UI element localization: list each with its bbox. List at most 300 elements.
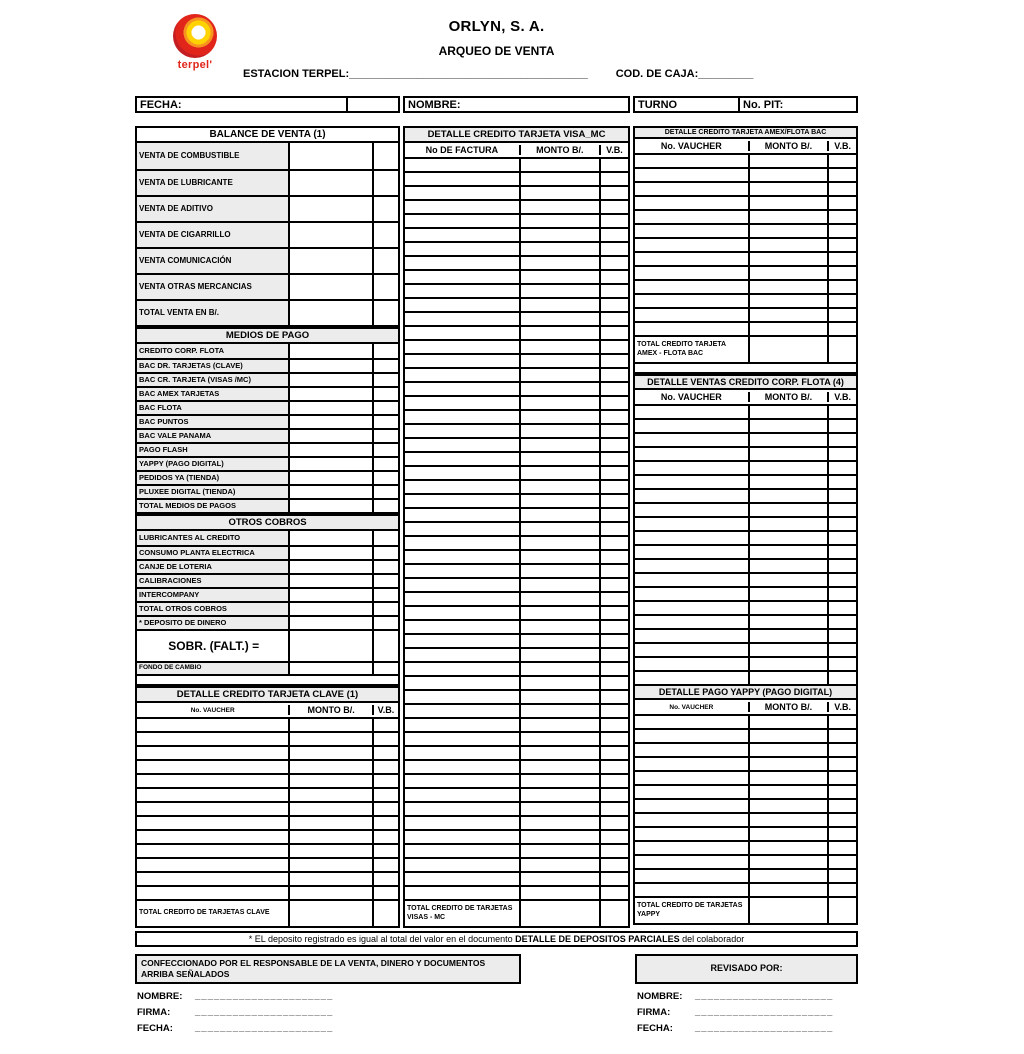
table-row xyxy=(635,516,856,530)
fecha-box xyxy=(135,96,400,113)
monto-cell xyxy=(519,215,599,227)
corp-flota-table xyxy=(633,374,858,686)
middle-column xyxy=(403,126,630,928)
table-row xyxy=(635,784,856,798)
monto-cell xyxy=(288,887,372,899)
table-row xyxy=(137,759,398,773)
vb-cell xyxy=(827,546,856,558)
monto-cell xyxy=(519,369,599,381)
sobr-value-cell xyxy=(288,631,372,661)
monto-cell xyxy=(519,663,599,675)
table-row xyxy=(405,255,628,269)
vb-cell xyxy=(599,649,628,661)
voucher-cell xyxy=(635,309,748,321)
table-row xyxy=(405,367,628,381)
voucher-cell xyxy=(405,425,519,437)
table-row xyxy=(635,293,856,307)
medios-table xyxy=(135,344,400,514)
fondo-label: FONDO DE CAMBIO xyxy=(137,663,288,674)
monto-cell xyxy=(519,509,599,521)
monto-cell xyxy=(748,183,828,195)
table-row xyxy=(137,221,398,247)
voucher-cell xyxy=(635,532,748,544)
row-label: BAC PUNTOS xyxy=(137,416,288,428)
vb-cell xyxy=(372,761,398,773)
voucher-cell xyxy=(635,602,748,614)
value-cell xyxy=(288,589,372,601)
vb-cell xyxy=(599,705,628,717)
table-row xyxy=(405,731,628,745)
table-row xyxy=(635,558,856,572)
vb-cell xyxy=(372,430,398,442)
vb-cell xyxy=(599,383,628,395)
voucher-cell xyxy=(405,495,519,507)
vb-cell xyxy=(827,658,856,670)
total-value-cell xyxy=(519,901,599,926)
column-header: V.B. xyxy=(827,702,856,712)
monto-cell xyxy=(748,323,828,335)
vb-cell xyxy=(599,327,628,339)
monto-cell xyxy=(519,383,599,395)
voucher-cell xyxy=(137,845,288,857)
vb-cell xyxy=(599,663,628,675)
voucher-cell xyxy=(635,772,748,784)
monto-cell xyxy=(748,406,828,418)
table-row xyxy=(405,479,628,493)
blank-line: ______________________ xyxy=(195,1007,334,1018)
table-row xyxy=(635,460,856,474)
voucher-cell xyxy=(405,341,519,353)
voucher-cell xyxy=(405,201,519,213)
value-cell xyxy=(288,561,372,573)
fondo-vb-cell xyxy=(372,663,398,674)
voucher-cell xyxy=(635,786,748,798)
column-header: MONTO B/. xyxy=(519,145,599,155)
voucher-cell xyxy=(635,169,748,181)
table-row xyxy=(137,829,398,843)
table-row xyxy=(635,488,856,502)
value-cell xyxy=(288,402,372,414)
vb-cell xyxy=(827,602,856,614)
monto-cell xyxy=(748,574,828,586)
voucher-cell xyxy=(635,574,748,586)
monto-cell xyxy=(748,602,828,614)
table-row xyxy=(137,344,398,358)
vb-cell xyxy=(827,814,856,826)
vb-cell xyxy=(827,309,856,321)
vb-cell xyxy=(372,845,398,857)
table-row xyxy=(405,297,628,311)
monto-cell xyxy=(748,560,828,572)
monto-cell xyxy=(519,285,599,297)
table-row xyxy=(405,675,628,689)
vb-cell xyxy=(372,301,398,325)
voucher-cell xyxy=(635,672,748,684)
voucher-cell xyxy=(635,490,748,502)
value-cell xyxy=(288,344,372,358)
monto-cell xyxy=(519,635,599,647)
table-row xyxy=(635,868,856,882)
table-row xyxy=(405,787,628,801)
table-row xyxy=(405,703,628,717)
table-row xyxy=(405,213,628,227)
vb-cell xyxy=(599,621,628,633)
table-row xyxy=(635,544,856,558)
column-header: MONTO B/. xyxy=(748,702,828,712)
monto-cell xyxy=(748,658,828,670)
vb-cell xyxy=(372,500,398,512)
column-header: No. VAUCHER xyxy=(660,392,722,402)
monto-cell xyxy=(288,873,372,885)
balance-title: BALANCE DE VENTA (1) xyxy=(135,126,400,143)
value-cell xyxy=(288,197,372,221)
monto-cell xyxy=(519,677,599,689)
table-row xyxy=(405,577,628,591)
field-label: FIRMA: xyxy=(637,1007,671,1018)
vb-cell xyxy=(827,870,856,882)
voucher-cell xyxy=(137,873,288,885)
value-cell xyxy=(288,444,372,456)
voucher-cell xyxy=(405,439,519,451)
table-row xyxy=(405,465,628,479)
table-row xyxy=(137,386,398,400)
voucher-cell xyxy=(405,789,519,801)
voucher-cell xyxy=(405,257,519,269)
vb-cell xyxy=(827,672,856,684)
table-row xyxy=(635,854,856,868)
table-row xyxy=(405,283,628,297)
vb-cell xyxy=(827,800,856,812)
monto-cell xyxy=(519,411,599,423)
field-label: FECHA: xyxy=(137,1023,173,1034)
voucher-cell xyxy=(137,887,288,899)
vb-cell xyxy=(827,630,856,642)
right-column xyxy=(633,126,858,925)
table-row xyxy=(635,756,856,770)
monto-cell xyxy=(288,845,372,857)
vb-cell xyxy=(599,607,628,619)
monto-cell xyxy=(519,537,599,549)
vb-cell xyxy=(599,803,628,815)
monto-cell xyxy=(748,225,828,237)
voucher-cell xyxy=(405,887,519,899)
sobr-label: SOBR. (FALT.) = xyxy=(137,631,288,661)
detail-table-title: DETALLE CREDITO TARJETA VISA_MC xyxy=(405,128,628,143)
vb-cell xyxy=(372,789,398,801)
vb-cell xyxy=(599,313,628,325)
voucher-cell xyxy=(137,789,288,801)
voucher-cell xyxy=(137,803,288,815)
vb-cell xyxy=(599,761,628,773)
vb-cell xyxy=(827,155,856,167)
left-spacer xyxy=(135,676,400,686)
value-cell xyxy=(288,500,372,512)
monto-cell xyxy=(748,169,828,181)
blank-line: ______________________ xyxy=(695,991,834,1002)
vb-cell xyxy=(827,644,856,656)
monto-cell xyxy=(748,197,828,209)
table-row xyxy=(635,167,856,181)
monto-cell xyxy=(748,267,828,279)
table-row xyxy=(405,647,628,661)
vb-cell xyxy=(372,444,398,456)
voucher-cell xyxy=(635,588,748,600)
form-body xyxy=(135,126,858,928)
monto-cell xyxy=(748,786,828,798)
vb-cell xyxy=(599,817,628,829)
table-row xyxy=(405,605,628,619)
monto-cell xyxy=(748,630,828,642)
field-label: FIRMA: xyxy=(137,1007,171,1018)
voucher-cell xyxy=(405,313,519,325)
monto-cell xyxy=(519,593,599,605)
monto-cell xyxy=(288,733,372,745)
voucher-cell xyxy=(635,730,748,742)
monto-cell xyxy=(519,187,599,199)
vb-cell xyxy=(599,341,628,353)
table-row xyxy=(635,586,856,600)
fecha-label: FECHA: xyxy=(140,98,182,111)
monto-cell xyxy=(519,649,599,661)
table-row xyxy=(137,559,398,573)
row-label: VENTA DE COMBUSTIBLE xyxy=(137,143,288,169)
voucher-cell xyxy=(405,621,519,633)
voucher-cell xyxy=(635,644,748,656)
table-row xyxy=(405,619,628,633)
voucher-cell xyxy=(137,817,288,829)
detail-table-title: DETALLE CREDITO TARJETA CLAVE (1) xyxy=(137,688,398,703)
monto-cell xyxy=(748,814,828,826)
voucher-cell xyxy=(405,677,519,689)
field-label: NOMBRE: xyxy=(637,991,683,1002)
balance-table xyxy=(135,143,400,327)
monto-cell xyxy=(288,789,372,801)
vb-cell xyxy=(827,856,856,868)
info-row xyxy=(135,96,858,113)
vb-cell xyxy=(372,603,398,615)
left-signature-fields xyxy=(137,991,333,1039)
voucher-cell xyxy=(405,369,519,381)
table-row xyxy=(635,502,856,516)
table-row xyxy=(405,493,628,507)
table-row xyxy=(635,432,856,446)
vb-cell xyxy=(372,547,398,559)
value-cell xyxy=(288,223,372,247)
table-row xyxy=(635,714,856,728)
monto-cell xyxy=(288,859,372,871)
vb-cell xyxy=(827,169,856,181)
vb-cell xyxy=(372,275,398,299)
voucher-cell xyxy=(635,884,748,896)
voucher-cell xyxy=(405,453,519,465)
vb-cell xyxy=(599,509,628,521)
voucher-cell xyxy=(137,831,288,843)
table-row xyxy=(635,530,856,544)
voucher-cell xyxy=(635,546,748,558)
voucher-cell xyxy=(635,758,748,770)
table-row xyxy=(405,591,628,605)
vb-cell xyxy=(372,223,398,247)
table-row xyxy=(137,573,398,587)
monto-cell xyxy=(519,817,599,829)
monto-cell xyxy=(748,730,828,742)
column-header: No. VAUCHER xyxy=(660,141,722,151)
monto-cell xyxy=(519,467,599,479)
vb-cell xyxy=(599,187,628,199)
voucher-cell xyxy=(635,616,748,628)
value-cell xyxy=(288,575,372,587)
table-row xyxy=(405,241,628,255)
table-row xyxy=(405,759,628,773)
table-row xyxy=(635,882,856,896)
voucher-cell xyxy=(405,845,519,857)
table-row xyxy=(635,418,856,432)
value-cell xyxy=(288,171,372,195)
vb-cell xyxy=(599,593,628,605)
vb-cell xyxy=(827,225,856,237)
voucher-cell xyxy=(137,733,288,745)
vb-cell xyxy=(599,845,628,857)
voucher-cell xyxy=(405,523,519,535)
total-row xyxy=(137,899,398,926)
table-row xyxy=(635,195,856,209)
otros-title: OTROS COBROS xyxy=(135,514,400,531)
table-row xyxy=(137,531,398,545)
monto-cell xyxy=(519,719,599,731)
vb-cell xyxy=(599,887,628,899)
column-header: No. VAUCHER xyxy=(190,706,235,714)
voucher-cell xyxy=(405,663,519,675)
table-row xyxy=(137,456,398,470)
table-row xyxy=(405,815,628,829)
vb-cell xyxy=(599,523,628,535)
monto-cell xyxy=(519,551,599,563)
table-row xyxy=(137,745,398,759)
sobr-row xyxy=(135,631,400,676)
table-row xyxy=(137,815,398,829)
row-label: VENTA OTRAS MERCANCIAS xyxy=(137,275,288,299)
row-label: TOTAL MEDIOS DE PAGOS xyxy=(137,500,288,512)
vb-cell xyxy=(827,744,856,756)
vb-cell xyxy=(599,677,628,689)
vb-cell xyxy=(599,467,628,479)
monto-cell xyxy=(748,253,828,265)
table-row xyxy=(405,773,628,787)
voucher-cell xyxy=(635,504,748,516)
monto-cell xyxy=(519,439,599,451)
monto-cell xyxy=(748,842,828,854)
detail-table-header xyxy=(635,139,856,153)
vb-cell xyxy=(372,197,398,221)
table-row xyxy=(137,545,398,559)
table-row xyxy=(137,857,398,871)
monto-cell xyxy=(519,201,599,213)
voucher-cell xyxy=(635,197,748,209)
vb-cell xyxy=(827,476,856,488)
row-label: INTERCOMPANY xyxy=(137,589,288,601)
monto-cell xyxy=(519,495,599,507)
table-row xyxy=(405,829,628,843)
vb-cell xyxy=(599,551,628,563)
voucher-cell xyxy=(635,630,748,642)
blank-line: ______________________ xyxy=(195,1023,334,1034)
voucher-cell xyxy=(405,733,519,745)
voucher-cell xyxy=(405,285,519,297)
voucher-cell xyxy=(635,814,748,826)
detail-table-header xyxy=(635,700,856,714)
row-label: VENTA DE LUBRICANTE xyxy=(137,171,288,195)
total-row xyxy=(635,896,856,923)
vb-cell xyxy=(372,747,398,759)
monto-cell xyxy=(519,159,599,171)
voucher-cell xyxy=(635,323,748,335)
voucher-cell xyxy=(405,775,519,787)
voucher-cell xyxy=(137,761,288,773)
monto-cell xyxy=(519,313,599,325)
vb-cell xyxy=(372,873,398,885)
vb-cell xyxy=(599,439,628,451)
vb-cell xyxy=(372,344,398,358)
table-row xyxy=(405,885,628,899)
clave-table xyxy=(135,686,400,928)
voucher-cell xyxy=(405,271,519,283)
voucher-cell xyxy=(635,842,748,854)
table-row xyxy=(635,826,856,840)
yappy-table xyxy=(633,686,858,925)
voucher-cell xyxy=(635,281,748,293)
table-row xyxy=(405,409,628,423)
blank-line: ______________________ xyxy=(695,1023,834,1034)
fondo-value-cell xyxy=(288,663,372,674)
table-row xyxy=(405,185,628,199)
total-value-cell xyxy=(748,337,828,362)
monto-cell xyxy=(519,229,599,241)
monto-cell xyxy=(748,504,828,516)
vb-cell xyxy=(827,197,856,209)
table-row xyxy=(137,787,398,801)
vb-cell xyxy=(372,817,398,829)
monto-cell xyxy=(288,761,372,773)
column-header: V.B. xyxy=(827,392,856,402)
vb-cell xyxy=(599,159,628,171)
monto-cell xyxy=(519,173,599,185)
row-label: BAC DR. TARJETAS (CLAVE) xyxy=(137,360,288,372)
caja-blank-line: _________ xyxy=(698,68,754,80)
row-label: TOTAL VENTA EN B/. xyxy=(137,301,288,325)
monto-cell xyxy=(519,481,599,493)
monto-cell xyxy=(519,873,599,885)
table-row xyxy=(635,237,856,251)
table-row xyxy=(405,689,628,703)
table-row xyxy=(137,169,398,195)
monto-cell xyxy=(748,546,828,558)
value-cell xyxy=(288,143,372,169)
vb-cell xyxy=(827,267,856,279)
vb-cell xyxy=(372,458,398,470)
vb-cell xyxy=(372,859,398,871)
monto-cell xyxy=(519,565,599,577)
monto-cell xyxy=(748,672,828,684)
row-label: CANJE DE LOTERIA xyxy=(137,561,288,573)
vb-cell xyxy=(599,229,628,241)
vb-cell xyxy=(372,374,398,386)
detail-table-header xyxy=(137,703,398,717)
vb-cell xyxy=(827,786,856,798)
monto-cell xyxy=(519,327,599,339)
monto-cell xyxy=(748,772,828,784)
detail-table-title: DETALLE PAGO YAPPY (PAGO DIGITAL) xyxy=(635,686,856,700)
row-label: * DEPOSITO DE DINERO xyxy=(137,617,288,629)
